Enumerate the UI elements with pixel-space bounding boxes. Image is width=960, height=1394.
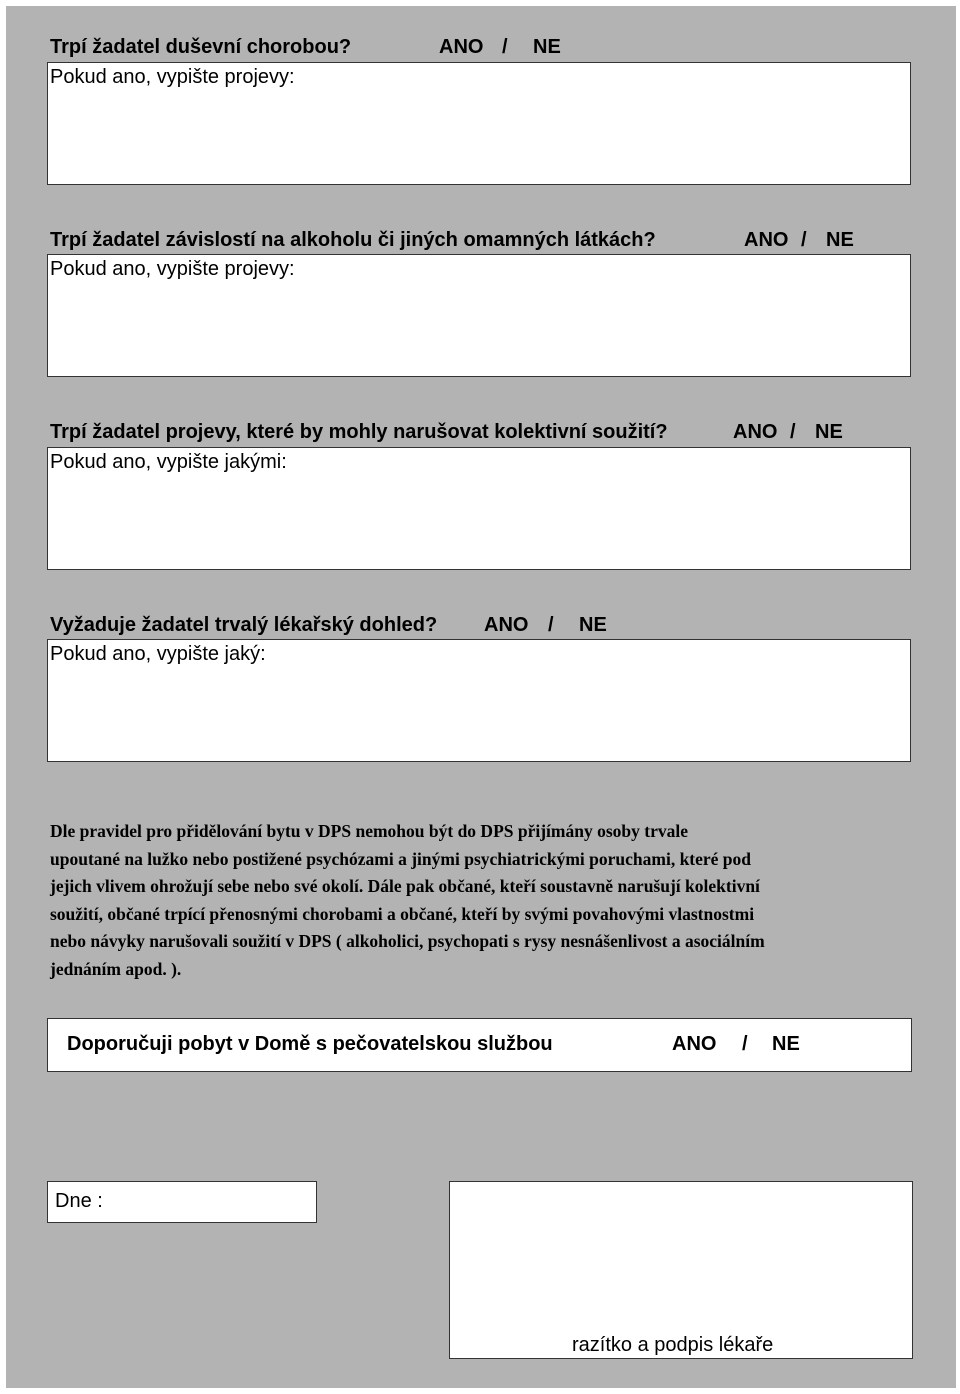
- answer-slash: /: [801, 229, 807, 251]
- answer-box-mental-illness[interactable]: [47, 62, 911, 185]
- answer-ne[interactable]: NE: [826, 229, 854, 251]
- recommendation-ano[interactable]: ANO: [672, 1033, 717, 1055]
- date-field[interactable]: [47, 1181, 317, 1223]
- recommendation-text: Doporučuji pobyt v Domě s pečovatelskou službou: [67, 1033, 553, 1055]
- recommendation-ne[interactable]: NE: [772, 1033, 800, 1055]
- answer-slash: /: [790, 421, 796, 443]
- rules-line: upoutané na lužko nebo postižené psychózami a jinými psychiatrickými poruchami, které pod: [50, 848, 752, 869]
- answer-box-medical-supervision[interactable]: [47, 639, 911, 762]
- recommendation-box: [47, 1018, 912, 1072]
- answer-slash: /: [502, 36, 508, 58]
- question-addiction: [50, 228, 854, 252]
- rules-line: jednáním apod. ).: [50, 958, 182, 979]
- answer-box-addiction[interactable]: [47, 254, 911, 377]
- answer-box-disruptive-behavior[interactable]: [47, 447, 911, 570]
- answer-ano[interactable]: ANO: [733, 421, 778, 443]
- rules-line: Dle pravidel pro přidělování bytu v DPS nemohou být do DPS přijímány osoby trvale: [50, 821, 688, 841]
- question-disruptive-behavior: [50, 420, 843, 444]
- question-text: Trpí žadatel projevy, které by mohly narušovat kolektivní soužití?: [50, 421, 668, 443]
- question-mental-illness: [50, 35, 561, 59]
- answer-slash: /: [548, 614, 554, 636]
- rules-line: jejich vlivem ohrožují sebe nebo své okolí. Dále pak občané, kteří soustavně narušují kolektivní: [50, 876, 760, 896]
- answer-ano[interactable]: ANO: [439, 36, 484, 58]
- recommendation-slash: /: [742, 1033, 748, 1055]
- question-text: Vyžaduje žadatel trvalý lékařský dohled?: [50, 614, 438, 636]
- answer-ano[interactable]: ANO: [484, 614, 529, 636]
- answer-hint: Pokud ano, vypište jaký:: [50, 643, 266, 665]
- question-medical-supervision: [50, 613, 607, 637]
- answer-ne[interactable]: NE: [533, 36, 561, 58]
- answer-hint: Pokud ano, vypište projevy:: [50, 258, 295, 280]
- answer-hint: Pokud ano, vypište jakými:: [50, 451, 287, 473]
- answer-ne[interactable]: NE: [579, 614, 607, 636]
- question-text: Trpí žadatel duševní chorobou?: [50, 36, 352, 58]
- answer-hint: Pokud ano, vypište projevy:: [50, 66, 295, 88]
- signature-field[interactable]: [449, 1181, 913, 1359]
- rules-line: soužití, občané trpící přenosnými chorobami a občané, kteří by svými povahovými vlastnostmi: [50, 903, 755, 924]
- date-label: Dne :: [55, 1190, 103, 1212]
- signature-label: razítko a podpis lékaře: [572, 1334, 774, 1356]
- question-text: Trpí žadatel závislostí na alkoholu či jiných omamných látkách?: [50, 229, 656, 251]
- rules-paragraph: [50, 818, 935, 983]
- answer-ne[interactable]: NE: [815, 421, 843, 443]
- answer-ano[interactable]: ANO: [744, 229, 789, 251]
- rules-line: nebo návyky narušovali soužití v DPS ( alkoholici, psychopati s rysy nesnášenlivost a asociálním: [50, 931, 765, 951]
